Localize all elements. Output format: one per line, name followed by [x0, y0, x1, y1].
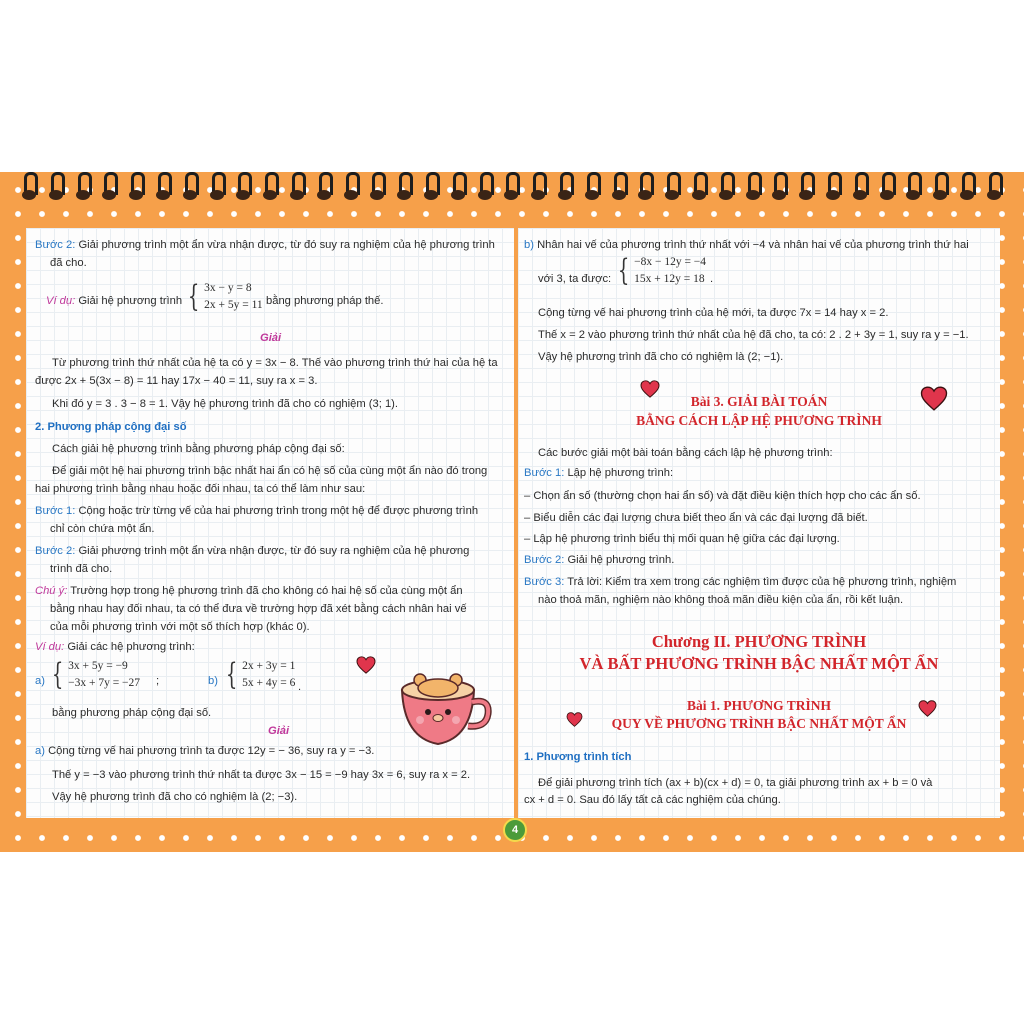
brace-icon: {	[617, 253, 630, 288]
spiral-ring	[397, 172, 411, 202]
spiral-ring	[290, 172, 304, 202]
step1-detail: – Biểu diễn các đại lượng chưa biết theo ẩn và các đại lượng đã biết.	[524, 512, 868, 524]
spiral-ring	[933, 172, 947, 202]
paragraph-line: hai phương trình bằng nhau hoặc đối nhau, ta có thể làm như sau:	[35, 483, 366, 495]
spiral-binding	[22, 172, 1012, 208]
spiral-ring	[49, 172, 63, 202]
spiral-ring	[799, 172, 813, 202]
spiral-ring	[987, 172, 1001, 202]
brace-icon: {	[187, 279, 200, 314]
note-line: bằng nhau hay đối nhau, ta có thể đưa về trường hợp đã xét bằng cách nhân hai vế	[50, 603, 467, 615]
spiral-ring	[880, 172, 894, 202]
example2a-tail: ;	[156, 675, 160, 687]
paragraph-line: Cách giải hệ phương trình bằng phương pháp cộng đại số:	[52, 443, 345, 455]
spiral-ring	[665, 172, 679, 202]
lesson1-title: Bài 1. PHƯƠNG TRÌNH	[686, 698, 831, 713]
step1-line2: chỉ còn chứa một ẩn.	[50, 523, 155, 535]
spiral-ring	[317, 172, 331, 202]
solution2a-line: Vậy hệ phương trình đã cho có nghiệm là (2; −3).	[52, 791, 298, 803]
step2b-line: Bước 2: Giải phương trình một ẩn vừa nhận được, từ đó suy ra nghiệm của hệ phương	[35, 545, 470, 557]
step2-line: Bước 2: Giải hệ phương trình.	[524, 554, 675, 566]
example2b-system	[222, 658, 295, 692]
solution2b-system	[614, 254, 706, 288]
section1-heading: 1. Phương trình tích	[524, 751, 632, 763]
solution2b-line: Thế x = 2 vào phương trình thứ nhất của hệ đã cho, ta có: 2 . 2 + 3y = 1, suy ra y = −1.	[538, 329, 969, 341]
step2-line: Bước 2: Giải phương trình một ẩn vừa nhận được, từ đó suy ra nghiệm của hệ phương trình	[35, 239, 495, 251]
equation: 3x − y = 8	[204, 282, 252, 294]
spiral-ring	[22, 172, 36, 202]
spiral-ring	[612, 172, 626, 202]
spiral-ring	[558, 172, 572, 202]
example2a-label: a)	[35, 675, 45, 687]
chapter-title: Chương II. PHƯƠNG TRÌNH	[651, 632, 867, 651]
spiral-ring	[478, 172, 492, 202]
step1-line: Bước 1: Lập hệ phương trình:	[524, 467, 674, 479]
note-line: Chú ý: Trường hợp trong hệ phương trình đã cho không có hai hệ số của cùng một ẩn	[35, 585, 463, 597]
example1-system	[184, 280, 263, 314]
steps-intro: Các bước giải một bài toán bằng cách lập hệ phương trình:	[538, 447, 833, 459]
spiral-ring	[129, 172, 143, 202]
spiral-ring	[102, 172, 116, 202]
heart-icon	[566, 712, 583, 727]
spiral-ring	[236, 172, 250, 202]
example2b-label: b)	[208, 675, 218, 687]
equation: 15x + 12y = 18	[634, 273, 705, 285]
section1-line: cx + d = 0. Sau đó lấy tất cả các nghiệm của chúng.	[524, 794, 781, 806]
step3-line: Bước 3: Trả lời: Kiểm tra xem trong các nghiệm tìm được của hệ phương trình, nghiệm	[524, 576, 957, 588]
example1-tail: bằng phương pháp thế.	[266, 295, 384, 307]
spiral-ring	[853, 172, 867, 202]
spiral-ring	[210, 172, 224, 202]
solution1-line: Khi đó y = 3 . 3 − 8 = 1. Vậy hệ phương trình đã cho có nghiệm (3; 1).	[52, 398, 398, 410]
spiral-ring	[531, 172, 545, 202]
solution2b-line: Cộng từng vế hai phương trình của hệ mới, ta được 7x = 14 hay x = 2.	[538, 307, 889, 319]
spiral-ring	[370, 172, 384, 202]
equation: 2x + 3y = 1	[242, 660, 296, 672]
step2-line2: đã cho.	[50, 257, 87, 269]
paragraph-line: Để giải một hệ hai phương trình bậc nhất hai ẩn có hệ số của cùng một ẩn nào đó trong	[52, 465, 488, 477]
chapter-subtitle: VÀ BẤT PHƯƠNG TRÌNH BẬC NHẤT MỘT ẨN	[579, 654, 939, 673]
lesson1-subtitle: QUY VỀ PHƯƠNG TRÌNH BẬC NHẤT MỘT ẨN	[611, 716, 907, 731]
equation: 5x + 4y = 6	[242, 677, 296, 689]
cup-illustration	[386, 668, 492, 750]
spiral-ring	[585, 172, 599, 202]
solution2b-line: với 3, ta được:	[538, 273, 612, 285]
solution1-line: Từ phương trình thứ nhất của hệ ta có y = 3x − 8. Thế vào phương trình thứ hai của hệ ta	[52, 357, 498, 369]
step3-line2: nào thoả mãn, nghiệm nào không thoả mãn điều kiện của ẩn, rồi kết luận.	[538, 594, 904, 606]
equation: −8x − 12y = −4	[634, 256, 707, 268]
solution2-heading: Giải	[268, 725, 290, 737]
solution2b-tail: .	[710, 273, 714, 285]
equation: 2x + 5y = 11	[204, 299, 263, 311]
spiral-ring	[906, 172, 920, 202]
solution2a-line: a) Cộng từng vế hai phương trình ta được 12y = − 36, suy ra y = −3.	[35, 745, 375, 757]
solution1-line: được 2x + 5(3x − 8) = 11 hay 17x − 40 = 11, suy ra x = 3.	[35, 375, 318, 387]
heart-icon	[356, 656, 376, 674]
spiral-ring	[424, 172, 438, 202]
example2-method: bằng phương pháp cộng đại số.	[52, 707, 212, 719]
solution2b-line: b) Nhân hai vế của phương trình thứ nhất với −4 và nhân hai vế của phương trình thứ hai	[524, 239, 969, 251]
spiral-ring	[504, 172, 518, 202]
section2-heading: 2. Phương pháp cộng đại số	[35, 421, 187, 433]
spiral-ring	[960, 172, 974, 202]
step1-line: Bước 1: Cộng hoặc trừ từng vế của hai phương trình trong một hệ để được phương trình	[35, 505, 479, 517]
note-line: của mỗi phương trình với một số thích hợp (khác 0).	[50, 621, 310, 633]
spiral-ring	[826, 172, 840, 202]
example2b-tail: .	[298, 681, 302, 693]
step2b-line2: trình đã cho.	[50, 563, 113, 575]
example2-intro: Ví dụ: Giải các hệ phương trình:	[35, 641, 195, 653]
spiral-ring	[719, 172, 733, 202]
lesson3-title: Bài 3. GIẢI BÀI TOÁN	[690, 394, 828, 409]
right-page	[518, 228, 1000, 818]
solution2a-line: Thế y = −3 vào phương trình thứ nhất ta được 3x − 15 = −9 hay 3x = 6, suy ra x = 2.	[52, 769, 471, 781]
section1-line: Để giải phương trình tích (ax + b)(cx + d) = 0, ta giải phương trình ax + b = 0 và	[538, 777, 933, 789]
step1-detail: – Chọn ẩn số (thường chọn hai ẩn số) và đặt điều kiện thích hợp cho các ẩn số.	[524, 490, 921, 502]
lesson3-subtitle: BẰNG CÁCH LẬP HỆ PHƯƠNG TRÌNH	[636, 413, 882, 428]
solution2b-line: Vậy hệ phương trình đã cho có nghiệm là (2; −1).	[538, 351, 784, 363]
spiral-ring	[183, 172, 197, 202]
spiral-ring	[156, 172, 170, 202]
brace-icon: {	[51, 657, 64, 692]
equation: −3x + 7y = −27	[68, 677, 141, 689]
spiral-ring	[76, 172, 90, 202]
spiral-ring	[772, 172, 786, 202]
spiral-ring	[451, 172, 465, 202]
example2a-system	[48, 658, 140, 692]
spiral-ring	[344, 172, 358, 202]
step1-detail: – Lập hệ phương trình biểu thị mối quan hệ giữa các đại lượng.	[524, 533, 840, 545]
page-number: 4	[503, 818, 527, 842]
example1-intro: Ví dụ: Giải hệ phương trình	[46, 295, 183, 307]
brace-icon: {	[225, 657, 238, 692]
spiral-ring	[692, 172, 706, 202]
spiral-ring	[638, 172, 652, 202]
solution-heading: Giải	[260, 332, 282, 344]
spiral-ring	[263, 172, 277, 202]
spiral-ring	[746, 172, 760, 202]
heart-icon	[918, 700, 937, 717]
equation: 3x + 5y = −9	[68, 660, 128, 672]
